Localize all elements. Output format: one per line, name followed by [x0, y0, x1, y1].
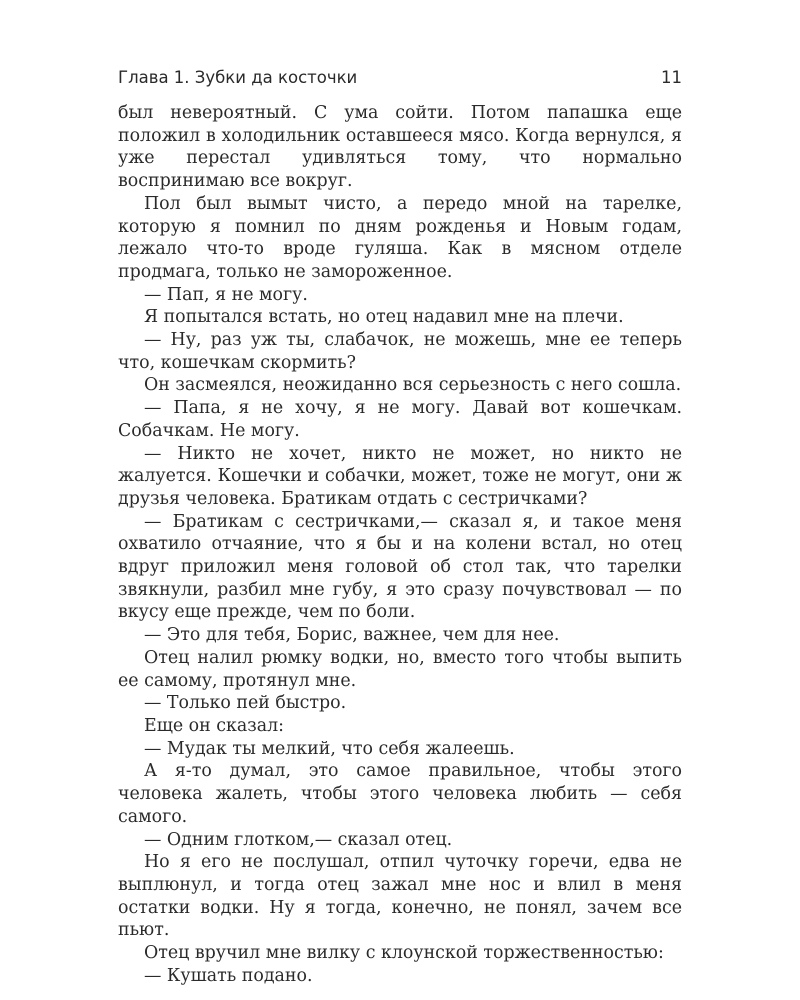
paragraph: Он засмеялся, неожиданно вся серьезность с него сошла. — [144, 375, 682, 396]
paragraph: Я попытался встать, но отец надавил мне на плечи. — [144, 307, 624, 328]
paragraph: — Кушать подано. — [144, 965, 313, 986]
paragraph: — Мудак ты мелкий, что себя жалеешь. — [144, 738, 515, 759]
paragraph: был невероятный. С ума сойти. Потом папашка еще положил в холодильник оставшееся мясо. Когда вернулся, я уже перестал удивляться тому, что нормально воспринимаю все вокруг. — [118, 103, 682, 192]
paragraph: — Только пей быстро. — [144, 693, 347, 714]
paragraph: — Папа, я не хочу, я не могу. Давай вот кошечкам. Собачкам. Не могу. — [118, 398, 682, 441]
paragraph: — Одним глотком,— сказал отец. — [144, 829, 453, 850]
paragraph: — Ну, раз уж ты, слабачок, не можешь, мне ее теперь что, кошечкам скормить? — [118, 330, 682, 373]
paragraph: — Никто не хочет, никто не может, но никто не жалуется. Кошечки и собачки, может, тоже не могут, они ж друзья человека. Братикам отдать с сестричками? — [118, 443, 682, 509]
paragraph: Но я его не послушал, отпил чуточку горечи, едва не выплюнул, и тогда отец зажал мне нос и влил в меня остатки водки. Ну я тогда, конечно, не понял, зачем все пьют. — [118, 852, 682, 941]
body-text — [118, 102, 682, 987]
paragraph: — Это для тебя, Борис, важнее, чем для нее. — [144, 625, 560, 646]
paragraph: Пол был вымыт чисто, а передо мной на тарелке, которую я помнил по дням рожденья и Новым годам, лежало что-то вроде гуляша. Как в мясном отделе продмага, только не замороженное. — [118, 193, 682, 282]
paragraph: Отец налил рюмку водки, но, вместо того чтобы выпить ее самому, протянул мне. — [118, 647, 682, 691]
paragraph: Отец вручил мне вилку с клоунской торжественностью: — [144, 943, 664, 964]
running-head — [118, 68, 682, 92]
chapter-title: Глава 1. Зубки да косточки — [118, 68, 358, 87]
paragraph: — Пап, я не могу. — [144, 284, 308, 305]
paragraph: — Братикам с сестричками,— сказал я, и такое меня охватило отчаяние, что я бы и на колени встал, но отец вдруг приложил меня головой об стол так, что тарелки звякнули, разбил мне губу, я это сразу почувствовал — по вкусу еще прежде, чем по боли. — [118, 511, 682, 623]
page-number: 11 — [661, 68, 682, 87]
paragraph: А я-то думал, это самое правильное, чтобы этого человека жалеть, чтобы этого человека любить — себя самого. — [118, 761, 682, 827]
paragraph: Еще он сказал: — [144, 715, 285, 736]
